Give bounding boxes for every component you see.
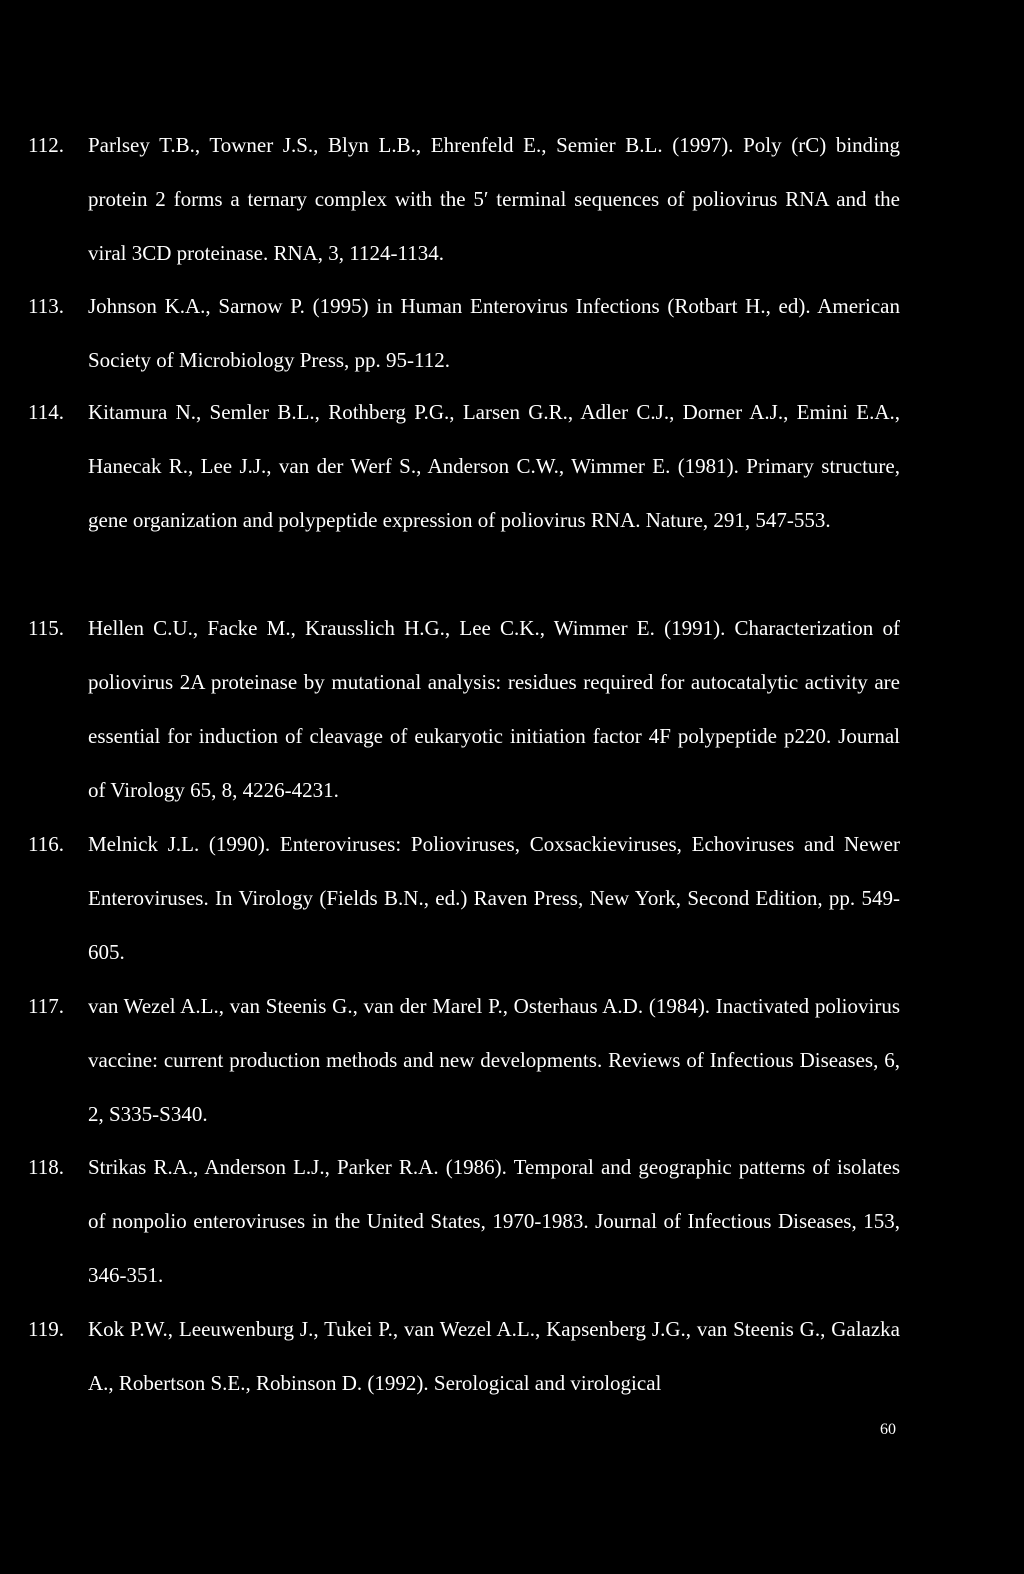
reference-number: 119.	[28, 1317, 64, 1341]
reference-item	[28, 1302, 900, 1410]
reference-number: 112.	[28, 133, 64, 157]
page-number: 60	[880, 1421, 896, 1438]
reference-text: Johnson K.A., Sarnow P. (1995) in Human Enterovirus Infections (Rotbart H., ed). American Society of Microbiology Press, pp. 95-112.	[88, 294, 900, 372]
reference-text: Parlsey T.B., Towner J.S., Blyn L.B., Ehrenfeld E., Semier B.L. (1997). Poly (rC) binding protein 2 forms a ternary complex with the 5′ terminal sequences of poliovirus RNA and the viral 3CD proteinase. RNA, 3, 1124-1134.	[88, 133, 900, 265]
reference-text: van Wezel A.L., van Steenis G., van der Marel P., Osterhaus A.D. (1984). Inactivated poliovirus vaccine: current production methods and new developments. Reviews of Infectious Diseases, 6, 2, S335-S340.	[88, 994, 900, 1126]
reference-text: Kok P.W., Leeuwenburg J., Tukei P., van Wezel A.L., Kapsenberg J.G., van Steenis G., Galazka A., Robertson S.E., Robinson D. (1992). Serological and virological	[88, 1317, 900, 1395]
reference-number: 118.	[28, 1155, 64, 1179]
reference-number: 116.	[28, 832, 64, 856]
reference-item	[28, 817, 900, 979]
reference-number: 114.	[28, 400, 64, 424]
reference-number: 113.	[28, 294, 64, 318]
reference-text: Hellen C.U., Facke M., Krausslich H.G., Lee C.K., Wimmer E. (1991). Characterization of poliovirus 2A proteinase by mutational analysis: residues required for autocatalytic activity are essential for induction of cleavage of eukaryotic initiation factor 4F polypeptide p220. Journal of Virology 65, 8, 4226-4231.	[88, 616, 900, 802]
reference-item	[28, 279, 900, 387]
reference-number: 117.	[28, 994, 64, 1018]
reference-item	[28, 118, 900, 280]
reference-item	[28, 601, 900, 817]
reference-text: Kitamura N., Semler B.L., Rothberg P.G., Larsen G.R., Adler C.J., Dorner A.J., Emini E.A., Hanecak R., Lee J.J., van der Werf S., Anderson C.W., Wimmer E. (1981). Primary structure, gene organization and polypeptide expression of poliovirus RNA. Nature, 291, 547-553.	[88, 400, 900, 532]
reference-item	[28, 979, 900, 1141]
reference-text: Melnick J.L. (1990). Enteroviruses: Polioviruses, Coxsackieviruses, Echoviruses and Newer Enteroviruses. In Virology (Fields B.N., ed.) Raven Press, New York, Second Edition, pp. 549-605.	[88, 832, 900, 964]
reference-text: Strikas R.A., Anderson L.J., Parker R.A. (1986). Temporal and geographic patterns of isolates of nonpolio enteroviruses in the United States, 1970-1983. Journal of Infectious Diseases, 153, 346-351.	[88, 1155, 900, 1287]
reference-number: 115.	[28, 616, 64, 640]
reference-item	[28, 1140, 900, 1302]
reference-item	[28, 385, 900, 547]
